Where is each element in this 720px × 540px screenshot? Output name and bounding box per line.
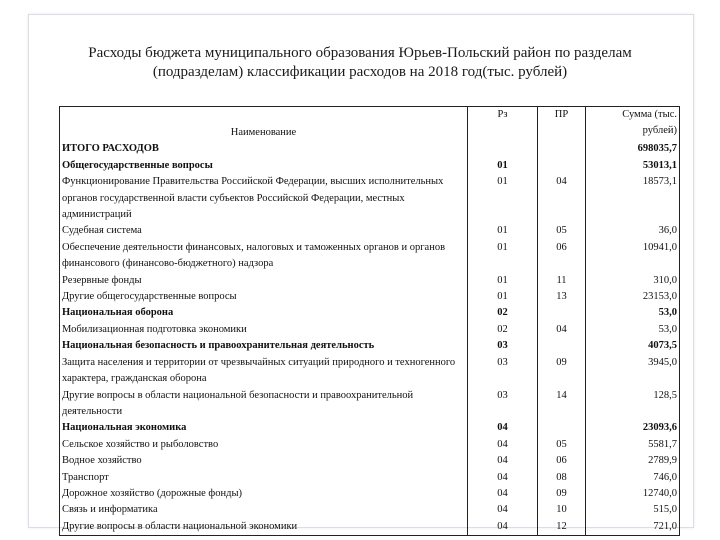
table-row: [60, 273, 680, 289]
header-pr: ПР: [538, 107, 586, 142]
cell-sum: 53013,1: [586, 158, 680, 174]
table-row: [60, 305, 680, 321]
table-row: [60, 174, 680, 223]
cell-sum: 515,0: [586, 502, 680, 518]
cell-name: Национальная оборона: [60, 305, 468, 321]
cell-pr: [538, 158, 586, 174]
cell-sum: 3945,0: [586, 355, 680, 388]
cell-name: Функционирование Правительства Российской Федерации, высших исполнительных органов государственной власти субъектов Российской Федерации, местных администраций: [60, 174, 468, 223]
cell-sum: 18573,1: [586, 174, 680, 223]
table-row: [60, 240, 680, 273]
header-sum-line-1: Сумма (тыс.: [622, 109, 677, 120]
cell-rz: 04: [468, 470, 538, 486]
cell-name: Защита населения и территории от чрезвычайных ситуаций природного и техногенного характера, гражданская оборона: [60, 355, 468, 388]
cell-name: Дорожное хозяйство (дорожные фонды): [60, 486, 468, 502]
header-rz: Рз: [468, 107, 538, 142]
cell-rz: 03: [468, 338, 538, 354]
table-row: [60, 322, 680, 338]
table-row: [60, 437, 680, 453]
cell-name: Национальная безопасность и правоохранительная деятельность: [60, 338, 468, 354]
table-row: [60, 470, 680, 486]
cell-rz: 04: [468, 486, 538, 502]
cell-rz: 01: [468, 289, 538, 305]
header-sum: [586, 107, 680, 142]
cell-pr: 04: [538, 322, 586, 338]
cell-rz: 04: [468, 519, 538, 536]
cell-sum: 53,0: [586, 305, 680, 321]
cell-pr: 06: [538, 240, 586, 273]
cell-sum: 10941,0: [586, 240, 680, 273]
cell-pr: 10: [538, 502, 586, 518]
table-row: [60, 486, 680, 502]
cell-pr: 05: [538, 437, 586, 453]
cell-rz: 04: [468, 453, 538, 469]
cell-rz: 03: [468, 355, 538, 388]
cell-rz: 01: [468, 158, 538, 174]
cell-sum: 310,0: [586, 273, 680, 289]
cell-sum: 2789,9: [586, 453, 680, 469]
cell-pr: 14: [538, 388, 586, 421]
header-sum-line-2: рублей): [642, 125, 677, 137]
cell-sum: 23153,0: [586, 289, 680, 305]
cell-pr: 12: [538, 519, 586, 536]
cell-name: Транспорт: [60, 470, 468, 486]
table-row: [60, 519, 680, 536]
cell-sum: 128,5: [586, 388, 680, 421]
header-name: Наименование: [60, 107, 468, 142]
cell-sum: 23093,6: [586, 420, 680, 436]
cell-sum: 36,0: [586, 223, 680, 239]
cell-name: Обеспечение деятельности финансовых, налоговых и таможенных органов и органов финансового (финансово-бюджетного) надзора: [60, 240, 468, 273]
cell-name: Мобилизационная подготовка экономики: [60, 322, 468, 338]
table-row: [60, 502, 680, 518]
cell-rz: 04: [468, 420, 538, 436]
cell-sum: 12740,0: [586, 486, 680, 502]
table-row: [60, 388, 680, 421]
cell-name: Национальная экономика: [60, 420, 468, 436]
cell-rz: 01: [468, 174, 538, 223]
cell-pr: [538, 141, 586, 157]
cell-name: Связь и информатика: [60, 502, 468, 518]
cell-rz: 01: [468, 273, 538, 289]
table-row: [60, 141, 680, 157]
cell-rz: 04: [468, 502, 538, 518]
cell-name: Водное хозяйство: [60, 453, 468, 469]
cell-name: ИТОГО РАСХОДОВ: [60, 141, 468, 157]
table-row: [60, 158, 680, 174]
cell-rz: 01: [468, 240, 538, 273]
budget-table: [59, 106, 680, 536]
table-row: [60, 420, 680, 436]
cell-rz: [468, 141, 538, 157]
cell-name: Другие вопросы в области национальной безопасности и правоохранительной деятельности: [60, 388, 468, 421]
table-row: [60, 338, 680, 354]
cell-pr: [538, 338, 586, 354]
cell-pr: 13: [538, 289, 586, 305]
cell-sum: 5581,7: [586, 437, 680, 453]
cell-name: Резервные фонды: [60, 273, 468, 289]
cell-sum: 53,0: [586, 322, 680, 338]
cell-name: Другие общегосударственные вопросы: [60, 289, 468, 305]
cell-rz: 02: [468, 305, 538, 321]
table-row: [60, 453, 680, 469]
page-title: [40, 44, 680, 82]
cell-rz: 01: [468, 223, 538, 239]
title-line-2: (подразделам) классификации расходов на 2018 год(тыс. рублей): [152, 64, 568, 80]
table-header-row: [60, 107, 680, 142]
table-row: [60, 289, 680, 305]
cell-pr: 04: [538, 174, 586, 223]
cell-pr: 09: [538, 486, 586, 502]
cell-name: Судебная система: [60, 223, 468, 239]
cell-pr: [538, 420, 586, 436]
cell-pr: 05: [538, 223, 586, 239]
cell-sum: 698035,7: [586, 141, 680, 157]
table-row: [60, 355, 680, 388]
cell-sum: 4073,5: [586, 338, 680, 354]
table-row: [60, 223, 680, 239]
cell-rz: 02: [468, 322, 538, 338]
cell-pr: 06: [538, 453, 586, 469]
cell-rz: 03: [468, 388, 538, 421]
cell-pr: 09: [538, 355, 586, 388]
cell-name: Сельское хозяйство и рыболовство: [60, 437, 468, 453]
cell-pr: 08: [538, 470, 586, 486]
cell-name: Общегосударственные вопросы: [60, 158, 468, 174]
cell-rz: 04: [468, 437, 538, 453]
cell-pr: [538, 305, 586, 321]
cell-pr: 11: [538, 273, 586, 289]
title-line-1: Расходы бюджета муниципального образования Юрьев-Польский район по разделам: [88, 45, 632, 61]
cell-sum: 746,0: [586, 470, 680, 486]
cell-name: Другие вопросы в области национальной экономики: [60, 519, 468, 536]
cell-sum: 721,0: [586, 519, 680, 536]
